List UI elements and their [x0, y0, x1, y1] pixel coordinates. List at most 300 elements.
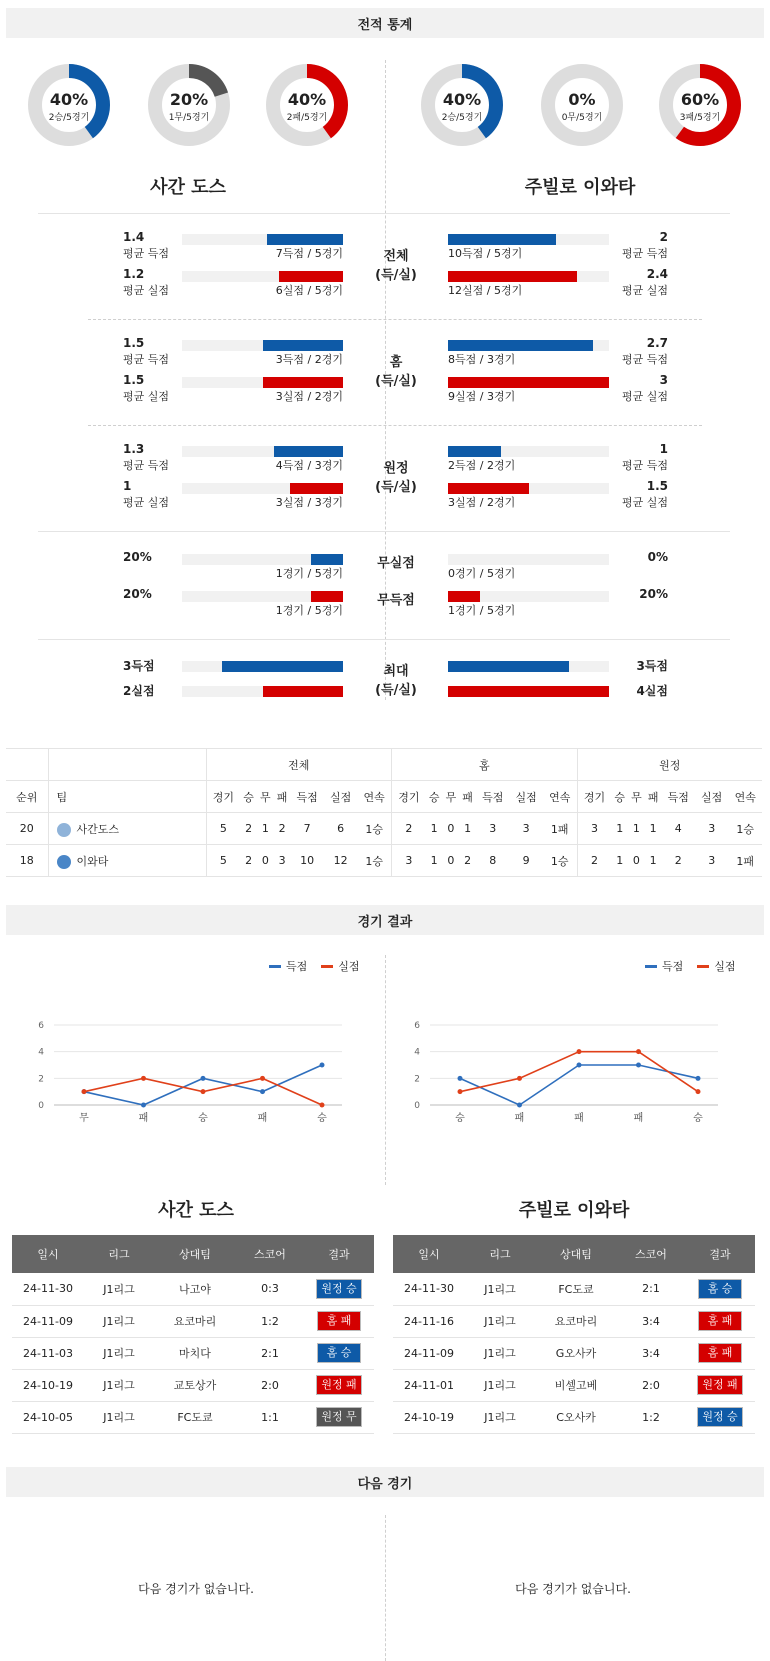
home-bar-track	[182, 234, 343, 245]
stat-category-name: 무실점	[377, 556, 415, 571]
home-bar-caption: 3실점 / 3경기	[275, 496, 343, 509]
match-row[interactable]	[393, 1305, 755, 1337]
home-bar-fill	[311, 554, 343, 565]
stat-category	[356, 662, 436, 700]
match-league: J1리그	[465, 1305, 535, 1337]
standings-column-header: 연속	[543, 781, 577, 813]
donut-percent: 40%	[442, 90, 482, 109]
results-column-header: 상대팀	[154, 1235, 236, 1273]
group-divider	[88, 319, 702, 320]
away-bar-track	[448, 591, 609, 602]
standings-column-header: 패	[459, 781, 476, 813]
match-league: J1리그	[84, 1305, 154, 1337]
match-score: 2:0	[617, 1369, 685, 1401]
home-team-name: 사간 도스	[150, 177, 226, 198]
standings-cell: 2	[392, 813, 426, 845]
match-row[interactable]	[12, 1273, 374, 1305]
match-result-badge: 홈 패	[698, 1311, 742, 1331]
match-row[interactable]	[393, 1337, 755, 1369]
donut-chart	[265, 63, 349, 147]
away-stat-value: 1	[659, 442, 668, 456]
home-bar-track	[182, 483, 343, 494]
away-bar-track	[448, 234, 609, 245]
standings-cell: 9	[509, 845, 542, 877]
data-point	[201, 1076, 206, 1081]
standings-cell: 1승	[543, 845, 577, 877]
stat-category-sub: (득/실)	[375, 268, 417, 283]
standings-cell: 2	[240, 845, 257, 877]
away-stat-value: 0%	[647, 550, 668, 564]
home-results-chart	[30, 1010, 370, 1170]
match-row[interactable]	[12, 1305, 374, 1337]
match-row[interactable]	[12, 1401, 374, 1433]
match-result-badge: 홈 승	[698, 1279, 742, 1299]
legend-scored-label: 득점	[662, 960, 684, 973]
match-result-cell	[304, 1305, 374, 1337]
home-bar-track	[182, 686, 343, 697]
standings-column-header: 무	[443, 781, 460, 813]
standings-column-header: 무	[628, 781, 645, 813]
group-divider	[38, 639, 730, 640]
stats-heading: 전적 통계	[357, 17, 413, 33]
away-bar-caption: 1경기 / 5경기	[448, 604, 516, 617]
chart-legend-home	[264, 958, 360, 974]
stat-category-name: 원정	[383, 461, 409, 476]
data-point	[458, 1089, 463, 1094]
x-tick-label: 승	[317, 1113, 327, 1124]
match-score: 3:4	[617, 1305, 685, 1337]
standings-column-header: 팀	[48, 781, 206, 813]
home-no-next-match: 다음 경기가 없습니다.	[138, 1582, 254, 1596]
home-bar-caption: 7득점 / 5경기	[275, 247, 343, 260]
match-league: J1리그	[84, 1273, 154, 1305]
away-bar-track	[448, 661, 609, 672]
match-score: 1:1	[236, 1401, 304, 1433]
match-league: J1리그	[84, 1369, 154, 1401]
standings-cell: 8	[476, 845, 509, 877]
series-line	[460, 1065, 698, 1105]
away-bar-fill	[448, 591, 480, 602]
match-result-badge: 원정 승	[316, 1279, 361, 1299]
match-result-badge: 원정 승	[697, 1407, 742, 1427]
stat-category-sub: (득/실)	[375, 480, 417, 495]
standings-column-header: 연속	[357, 781, 391, 813]
home-bar-fill	[222, 661, 343, 672]
away-bar-caption: 10득점 / 5경기	[448, 247, 523, 260]
match-result-badge: 홈 패	[317, 1311, 361, 1331]
standings-cell: 0	[628, 845, 645, 877]
standings-column-header: 승	[426, 781, 443, 813]
data-point	[577, 1049, 582, 1054]
legend-conceded-swatch	[697, 965, 709, 968]
away-stat-value: 2.7	[646, 336, 668, 350]
home-bar-track	[182, 377, 343, 388]
away-stat-label: 평균 득점	[621, 353, 668, 366]
away-stat-value: 3	[659, 373, 668, 387]
match-league: J1리그	[465, 1337, 535, 1369]
data-point	[141, 1076, 146, 1081]
team-crest-icon	[57, 823, 71, 837]
y-tick-label: 2	[414, 1074, 420, 1085]
team-crest-icon	[57, 855, 71, 869]
match-result-badge: 홈 승	[317, 1343, 361, 1363]
away-bar-fill	[448, 661, 569, 672]
match-opp: FC도쿄	[154, 1401, 236, 1433]
home-stat-label: 평균 실점	[123, 390, 170, 403]
away-stat-label: 평균 실점	[621, 496, 668, 509]
away-bar-track	[448, 377, 609, 388]
match-result-cell	[304, 1369, 374, 1401]
home-stat-value: 1.4	[123, 230, 145, 244]
home-bar-caption: 3득점 / 2경기	[275, 353, 343, 366]
home-bar-fill	[311, 591, 343, 602]
away-stat-label: 평균 실점	[621, 390, 668, 403]
standings-cell: 1	[459, 813, 476, 845]
away-bar-fill	[448, 340, 593, 351]
legend-conceded-swatch	[321, 965, 333, 968]
standings-cell: 2	[662, 845, 695, 877]
data-point	[577, 1063, 582, 1068]
standings-cell: 10	[290, 845, 323, 877]
standings-column-header: 연속	[728, 781, 762, 813]
x-tick-label: 패	[574, 1113, 584, 1124]
data-point	[517, 1076, 522, 1081]
divider	[38, 213, 730, 214]
standings-column-header: 득점	[662, 781, 695, 813]
stat-category	[356, 247, 436, 285]
standings-cell: 0	[443, 845, 460, 877]
standings-cell: 2	[240, 813, 257, 845]
match-opp: 나고야	[154, 1273, 236, 1305]
away-bar-caption: 0경기 / 5경기	[448, 567, 516, 580]
data-point	[320, 1103, 325, 1108]
results-column-header: 리그	[465, 1235, 535, 1273]
match-date: 24-11-30	[12, 1273, 84, 1305]
match-row[interactable]	[393, 1401, 755, 1433]
y-tick-label: 6	[38, 1021, 44, 1031]
standings-group-row	[6, 749, 762, 781]
y-tick-label: 0	[414, 1101, 420, 1111]
standings-group-header: 전체	[206, 749, 392, 781]
match-result-badge: 원정 패	[316, 1375, 361, 1395]
standings-column-row	[6, 781, 762, 813]
series-line	[84, 1065, 322, 1105]
match-date: 24-11-03	[12, 1337, 84, 1369]
match-result-cell	[304, 1273, 374, 1305]
match-league: J1리그	[84, 1337, 154, 1369]
home-bar-track	[182, 446, 343, 457]
standings-cell: 1승	[728, 813, 762, 845]
match-score: 2:1	[236, 1337, 304, 1369]
match-result-cell	[685, 1305, 755, 1337]
results-column-header: 결과	[685, 1235, 755, 1273]
standings-cell: 3	[695, 813, 728, 845]
donut-record: 3패/5경기	[679, 113, 721, 123]
away-results-team-name: 주빌로 이와타	[518, 1200, 630, 1221]
away-team-name: 주빌로 이와타	[524, 177, 636, 198]
match-result-badge: 원정 패	[697, 1375, 742, 1395]
chart-legend-away	[640, 958, 736, 974]
stats-section-header	[6, 8, 764, 38]
y-tick-label: 4	[414, 1047, 420, 1058]
home-bar-fill	[274, 446, 343, 457]
team-cell[interactable]	[48, 813, 206, 845]
standings-column-header: 승	[611, 781, 628, 813]
standings-cell: 3	[476, 813, 509, 845]
data-point	[696, 1076, 701, 1081]
home-stat-value: 20%	[123, 587, 152, 601]
standings-cell: 1패	[728, 845, 762, 877]
standings-cell: 1	[426, 845, 443, 877]
away-bar-caption: 2득점 / 2경기	[448, 459, 516, 472]
away-bar-track	[448, 554, 609, 565]
match-opp: 요코마리	[154, 1305, 236, 1337]
match-opp: 요코마리	[535, 1305, 617, 1337]
match-result-cell	[685, 1337, 755, 1369]
away-stat-label: 평균 득점	[621, 247, 668, 260]
blank-cell	[6, 749, 48, 781]
home-stat-value: 1.3	[123, 442, 145, 456]
standings-column-header: 경기	[392, 781, 426, 813]
standings-cell: 6	[324, 813, 357, 845]
away-bar-caption: 3실점 / 2경기	[448, 496, 516, 509]
standings-cell: 7	[290, 813, 323, 845]
y-tick-label: 6	[414, 1021, 420, 1031]
away-stat-value: 2.4	[646, 267, 668, 281]
home-bar-caption: 1경기 / 5경기	[275, 604, 343, 617]
x-tick-label: 승	[693, 1113, 703, 1124]
away-stat-value: 4실점	[636, 684, 668, 698]
away-bar-fill	[448, 446, 501, 457]
home-stat-value: 1.5	[123, 336, 145, 350]
data-point	[260, 1089, 265, 1094]
away-bar-track	[448, 271, 609, 282]
home-bar-fill	[290, 483, 343, 494]
match-result-cell	[685, 1369, 755, 1401]
match-date: 24-11-09	[12, 1305, 84, 1337]
group-divider	[38, 531, 730, 532]
standings-column-header: 경기	[577, 781, 611, 813]
data-point	[82, 1089, 87, 1094]
standings-cell: 1패	[543, 813, 577, 845]
data-point	[696, 1089, 701, 1094]
donut-record: 0무/5경기	[561, 113, 603, 123]
home-results-table	[12, 1235, 374, 1434]
match-league: J1리그	[84, 1401, 154, 1433]
away-stat-value: 1.5	[646, 479, 668, 493]
match-opp: G오사카	[535, 1337, 617, 1369]
match-result-badge: 원정 무	[316, 1407, 361, 1427]
away-stat-value: 20%	[639, 587, 668, 601]
results-column-header: 스코어	[617, 1235, 685, 1273]
away-stat-label: 평균 실점	[621, 284, 668, 297]
standings-team-row	[6, 813, 762, 845]
standings-cell: 1승	[357, 813, 391, 845]
away-bar-caption: 8득점 / 3경기	[448, 353, 516, 366]
standings-cell: 3	[509, 813, 542, 845]
away-bar-fill	[448, 483, 529, 494]
blank-cell	[48, 749, 206, 781]
match-score: 0:3	[236, 1273, 304, 1305]
match-date: 24-10-19	[393, 1401, 465, 1433]
match-score: 3:4	[617, 1337, 685, 1369]
match-date: 24-11-09	[393, 1337, 465, 1369]
match-result-badge: 홈 패	[698, 1343, 742, 1363]
donut-chart	[27, 63, 111, 147]
data-point	[458, 1076, 463, 1081]
away-bar-caption: 12실점 / 5경기	[448, 284, 523, 297]
team-cell[interactable]	[48, 845, 206, 877]
donut-percent: 60%	[680, 90, 720, 109]
stat-category-name: 무득점	[377, 593, 415, 608]
results-column-header: 리그	[84, 1235, 154, 1273]
standings-group-header: 원정	[577, 749, 762, 781]
standings-cell: 2	[577, 845, 611, 877]
away-bar-fill	[448, 271, 577, 282]
stat-category-sub: (득/실)	[375, 683, 417, 698]
away-bar-track	[448, 483, 609, 494]
standings-column-header: 실점	[324, 781, 357, 813]
donut-chart	[147, 63, 231, 147]
standings-cell: 1	[645, 813, 662, 845]
standings-column-header: 순위	[6, 781, 48, 813]
results-column-header: 일시	[12, 1235, 84, 1273]
match-score: 1:2	[617, 1401, 685, 1433]
standings-cell: 5	[206, 813, 240, 845]
stat-category-name: 최대	[383, 664, 409, 679]
home-bar-track	[182, 591, 343, 602]
match-opp: 비셀고베	[535, 1369, 617, 1401]
donut-percent: 0%	[568, 90, 596, 109]
data-point	[201, 1089, 206, 1094]
data-point	[636, 1063, 641, 1068]
match-row[interactable]	[393, 1273, 755, 1305]
home-bar-fill	[263, 686, 344, 697]
match-score: 2:0	[236, 1369, 304, 1401]
standings-table	[6, 748, 762, 877]
home-bar-fill	[279, 271, 343, 282]
standings-cell: 1승	[357, 845, 391, 877]
data-point	[636, 1049, 641, 1054]
match-date: 24-10-19	[12, 1369, 84, 1401]
match-league: J1리그	[465, 1401, 535, 1433]
standings-column-header: 실점	[509, 781, 542, 813]
away-no-next-match: 다음 경기가 없습니다.	[515, 1582, 631, 1596]
home-stat-value: 1.2	[123, 267, 145, 281]
home-bar-caption: 6실점 / 5경기	[275, 284, 343, 297]
next-section-header	[6, 1467, 764, 1497]
results-section-header	[6, 905, 764, 935]
standings-cell: 0	[443, 813, 460, 845]
stat-category	[356, 459, 436, 497]
match-opp: C오사카	[535, 1401, 617, 1433]
series-line	[460, 1052, 698, 1092]
standings-cell: 1	[611, 845, 628, 877]
match-date: 24-11-01	[393, 1369, 465, 1401]
match-row[interactable]	[393, 1369, 755, 1401]
match-result-cell	[685, 1401, 755, 1433]
away-results-chart	[406, 1010, 746, 1170]
home-stat-label: 평균 실점	[123, 496, 170, 509]
match-date: 24-11-16	[393, 1305, 465, 1337]
away-bar-fill	[448, 686, 609, 697]
standings-column-header: 실점	[695, 781, 728, 813]
y-tick-label: 4	[38, 1047, 44, 1058]
match-row[interactable]	[12, 1337, 374, 1369]
standings-column-header: 패	[274, 781, 291, 813]
standings-cell: 3	[577, 813, 611, 845]
donut-percent: 40%	[287, 90, 327, 109]
x-tick-label: 패	[257, 1113, 268, 1124]
data-point	[260, 1076, 265, 1081]
donut-record: 2승/5경기	[48, 113, 90, 123]
donut-chart	[658, 63, 742, 147]
away-stat-value: 2	[659, 230, 668, 244]
match-date: 24-10-05	[12, 1401, 84, 1433]
away-bar-track	[448, 686, 609, 697]
team-name: 이와타	[76, 854, 109, 868]
legend-conceded-label: 실점	[338, 960, 360, 973]
x-tick-label: 승	[198, 1113, 208, 1124]
standings-column-header: 무	[257, 781, 274, 813]
match-result-cell	[685, 1273, 755, 1305]
home-stat-label: 평균 득점	[123, 247, 170, 260]
results-column-header: 일시	[393, 1235, 465, 1273]
away-results-table	[393, 1235, 755, 1434]
results-column-header: 상대팀	[535, 1235, 617, 1273]
y-tick-label: 0	[38, 1101, 44, 1111]
home-stat-value: 2실점	[123, 684, 155, 698]
results-column-header: 스코어	[236, 1235, 304, 1273]
match-opp: 교토상가	[154, 1369, 236, 1401]
team-rank: 20	[6, 813, 48, 845]
legend-scored-label: 득점	[286, 960, 308, 973]
home-stat-value: 1.5	[123, 373, 145, 387]
donut-chart	[420, 63, 504, 147]
away-stat-value: 3득점	[636, 659, 668, 673]
match-opp: 마치다	[154, 1337, 236, 1369]
standings-column-header: 득점	[290, 781, 323, 813]
donut-chart	[540, 63, 624, 147]
donut-percent: 40%	[49, 90, 89, 109]
standings-column-header: 승	[240, 781, 257, 813]
home-stat-value: 3득점	[123, 659, 155, 673]
home-bar-track	[182, 271, 343, 282]
standings-cell: 3	[274, 845, 291, 877]
standings-cell: 5	[206, 845, 240, 877]
standings-cell: 2	[274, 813, 291, 845]
standings-cell: 1	[628, 813, 645, 845]
data-point	[320, 1063, 325, 1068]
home-stat-label: 평균 득점	[123, 459, 170, 472]
away-bar-track	[448, 446, 609, 457]
results-heading: 경기 결과	[357, 914, 413, 930]
match-row[interactable]	[12, 1369, 374, 1401]
home-bar-track	[182, 340, 343, 351]
away-bar-track	[448, 340, 609, 351]
center-divider	[385, 955, 386, 1185]
legend-scored-swatch	[645, 965, 657, 968]
standings-cell: 1	[426, 813, 443, 845]
home-stat-value: 1	[123, 479, 132, 493]
x-tick-label: 패	[633, 1113, 644, 1124]
away-bar-caption: 9실점 / 3경기	[448, 390, 516, 403]
away-stat-label: 평균 득점	[621, 459, 668, 472]
standings-team-row	[6, 845, 762, 877]
standings-cell: 1	[611, 813, 628, 845]
standings-cell: 12	[324, 845, 357, 877]
match-league: J1리그	[465, 1369, 535, 1401]
